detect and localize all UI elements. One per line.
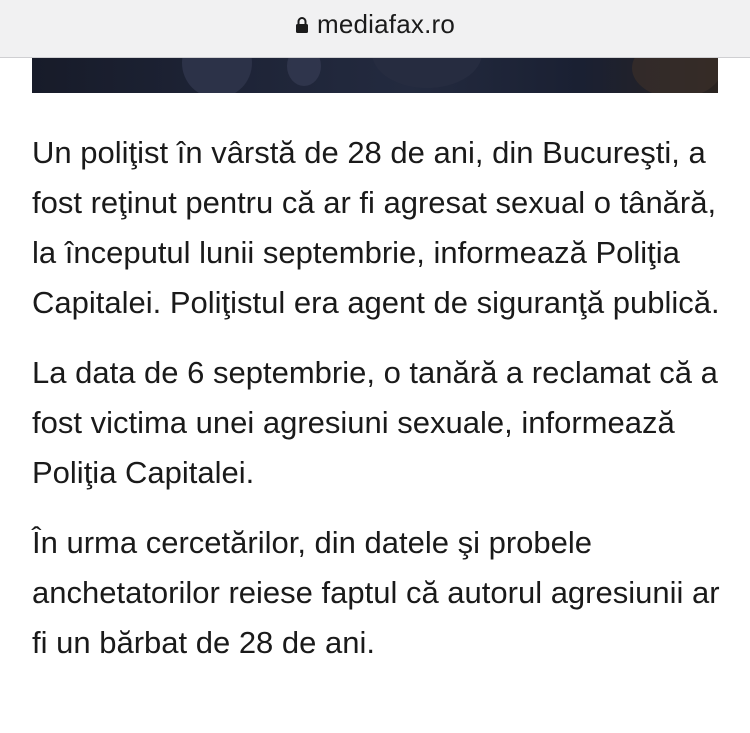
article-paragraph: Un poliţist în vârstă de 28 de ani, din Bucureşti, a fost reţinut pentru că ar fi agresat sexual o tânără, la începutul lunii septembrie, informează Poliţia Capitalei. Poliţistul era agent de siguranţă publică.: [32, 135, 720, 320]
article-paragraph: În urma cercetărilor, din datele şi probele anchetatorilor reiese faptul că autorul agresiunii ar fi un bărbat de 28 de ani.: [32, 525, 720, 660]
url-domain: mediafax.ro: [316, 9, 456, 39]
lock-icon: [295, 16, 309, 34]
address-bar[interactable]: [0, 0, 750, 58]
article-image: [32, 58, 718, 93]
article-paragraph: La data de 6 septembrie, o tanără a reclamat că a fost victima unei agresiuni sexuale, informează Poliţia Capitalei.: [32, 355, 718, 490]
address-bar-content[interactable]: [295, 9, 455, 40]
article-body: [32, 128, 722, 688]
